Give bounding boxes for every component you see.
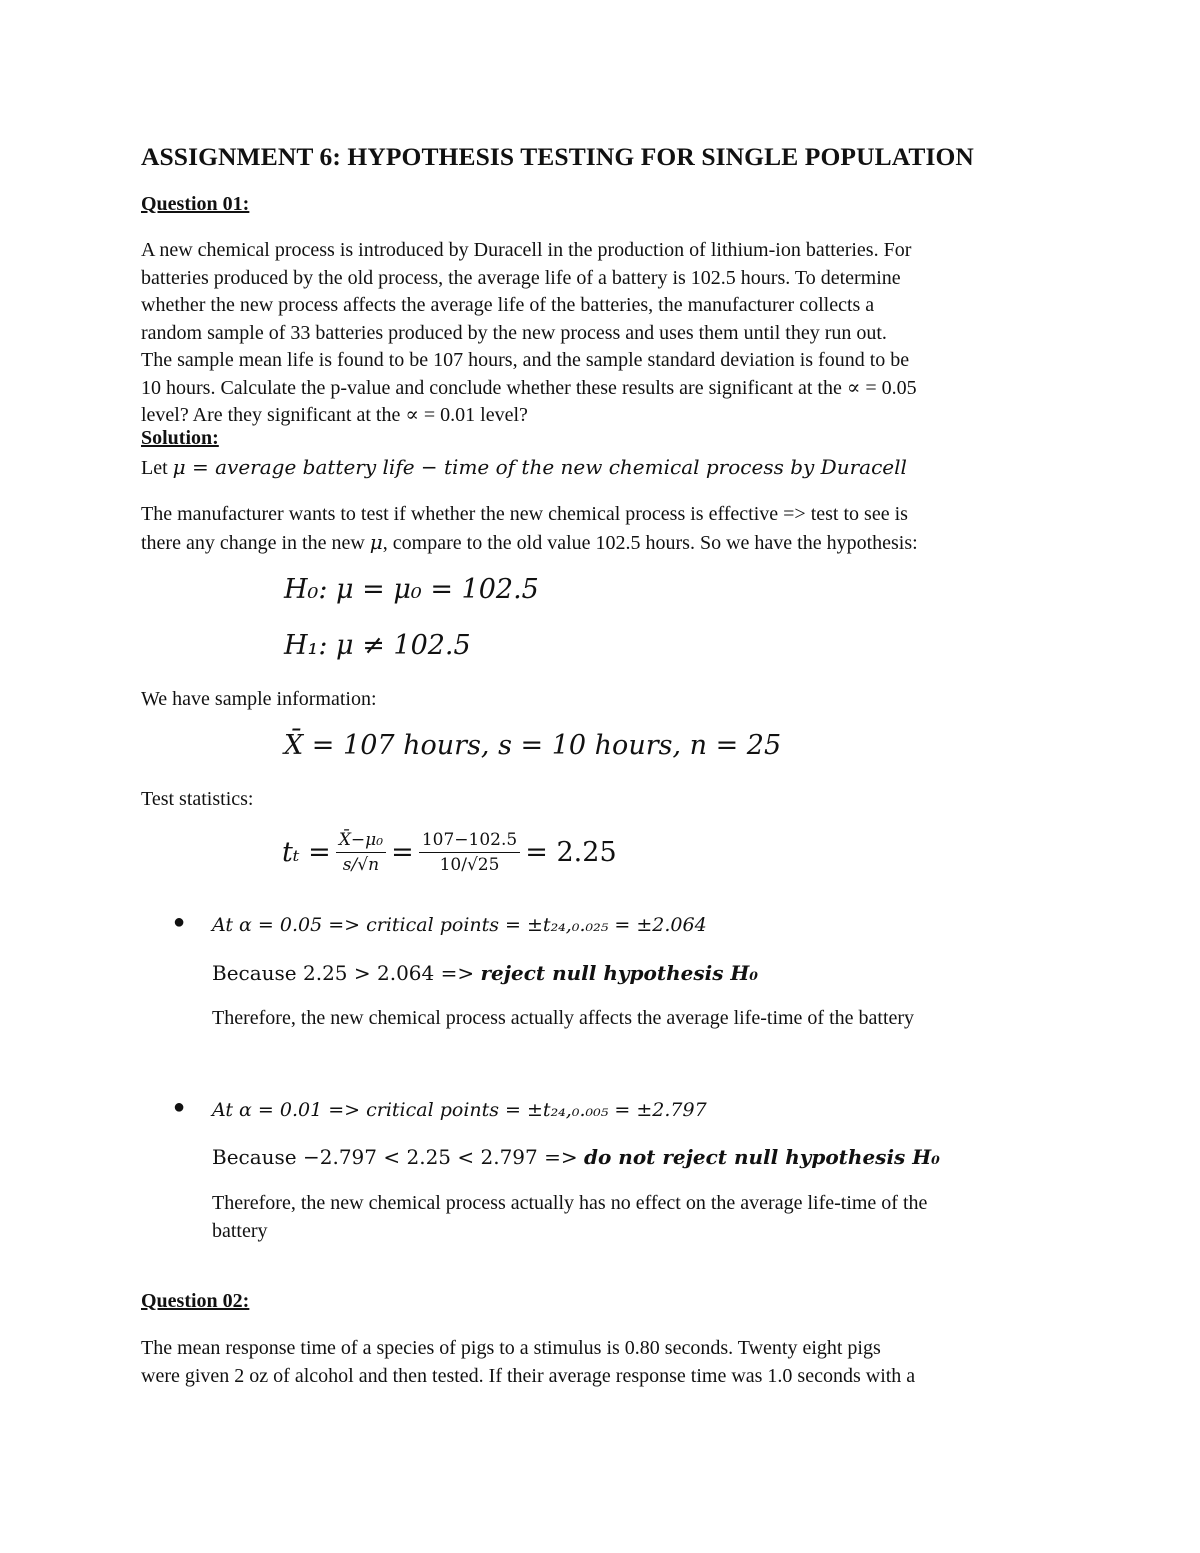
let-math: μ = average battery life − time of the new chemical process by Duracell [172, 455, 907, 479]
bullet1-because: Because 2.25 > 2.064 => reject null hypothesis H₀ [212, 961, 759, 985]
question-01-line: A new chemical process is introduced by Duracell in the production of lithium-ion batteries. For [141, 239, 912, 261]
bullet1-decision: reject null hypothesis H₀ [480, 961, 759, 985]
manufacturer-text [141, 501, 1071, 557]
question-01-text [141, 237, 1071, 430]
manufacturer-line: there any change in the new μ, compare to the old value 102.5 hours. So we have the hypothesis: [141, 529, 918, 554]
question-01-line: random sample of 33 batteries produced by the new process and uses them until they run out. [141, 321, 887, 344]
fraction-symbolic: $\frac{\text{X̄−μ₀}}{s/√n}$ [336, 830, 386, 875]
bullet2-conclusion: Therefore, the new chemical process actually has no effect on the average life-time of the battery [212, 1192, 928, 1242]
question-01-line: whether the new process affects the average life of the batteries, the manufacturer collects a [141, 294, 875, 316]
question-01-line: The sample mean life is found to be 107 hours, and the sample standard deviation is found to be [141, 349, 910, 371]
bullet2-because: Because −2.797 < 2.25 < 2.797 => do not reject null hypothesis H₀ [212, 1145, 940, 1169]
manufacturer-line: The manufacturer wants to test if whether the new chemical process is effective => test to see is [141, 503, 908, 525]
tt-lhs: tₜ = [282, 837, 331, 868]
fraction-numeric: $\frac{107-102.5}{10/√25}$ [419, 830, 520, 875]
question-02-line: The mean response time of a species of pigs to a stimulus is 0.80 seconds. Twenty eight pigs [141, 1337, 881, 1359]
bullet1-conclusion: Therefore, the new chemical process actually affects the average life-time of the battery [212, 1007, 915, 1029]
solution-heading: Solution: [141, 427, 219, 449]
bullet2-critical-points: At α = 0.01 => critical points = ±t₂₄,₀.₀₀₅ = ±2.797 [212, 1099, 707, 1121]
sample-info-label: We have sample information: [141, 688, 377, 710]
question-01-heading: Question 01: [141, 193, 250, 215]
question-01-line: 10 hours. Calculate the p-value and conclude whether these results are significant at the ∝ = 0.05 [141, 376, 917, 399]
let-definition [141, 454, 907, 483]
question-01-line: level? Are they significant at the ∝ = 0.01 level? [141, 404, 528, 426]
bullet2-decision: do not reject null hypothesis H₀ [583, 1145, 940, 1169]
test-statistics-label: Test statistics: [141, 788, 254, 810]
test-statistic-formula: tₜ = $\frac{\text{X̄−μ₀}}{s/√n}$ = $\frac{107-102.5}{10/√25}$ = 2.25 [282, 830, 617, 875]
page-title: ASSIGNMENT 6: HYPOTHESIS TESTING FOR SINGLE POPULATION [141, 142, 974, 171]
question-01-line: batteries produced by the old process, the average life of a battery is 102.5 hours. To determine [141, 266, 901, 289]
bullet-icon: ● [173, 1096, 186, 1118]
question-02-heading: Question 02: [141, 1290, 250, 1312]
bullet1-critical-points: At α = 0.05 => critical points = ±t₂₄,₀.₀₂₅ = ±2.064 [212, 914, 707, 936]
question-02-text [141, 1335, 1071, 1390]
alternative-hypothesis: H₁: μ ≠ 102.5 [284, 630, 471, 661]
tt-result: = 2.25 [525, 837, 617, 868]
question-02-line: were given 2 oz of alcohol and then tested. If their average response time was 1.0 seconds with a [141, 1364, 916, 1387]
bullet-icon: ● [173, 911, 186, 933]
sample-info-values: X̄ = 107 hours, s = 10 hours, n = 25 [284, 730, 782, 761]
let-prefix: Let [141, 457, 173, 479]
null-hypothesis: H₀: μ = μ₀ = 102.5 [284, 574, 539, 605]
